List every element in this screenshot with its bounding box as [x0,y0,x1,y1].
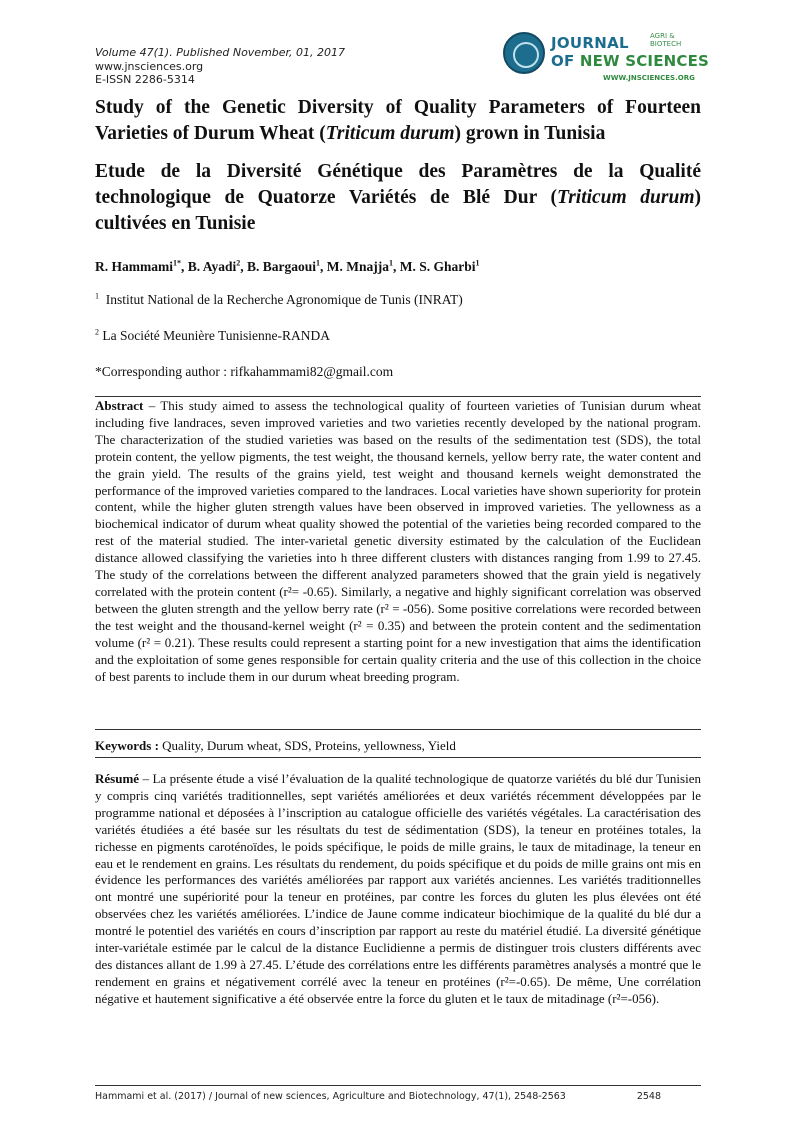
keywords-top-rule [95,729,701,730]
author-sup: 1 [475,258,480,268]
author-list: R. Hammami$^{1*}$, B. Ayadi$^2$, B. Bargaoui$^1$, M. Mnajja$^1$, M. S. Gharbi$^1$ [95,258,480,274]
keywords-bottom-rule [95,757,701,758]
footer-citation: Hammami et al. (2017) / Journal of new sciences, Agriculture and Biotechnology, 47(1), 2548-2563 [95,1091,566,1102]
title-fr-species: Triticum durum [557,187,695,208]
author-name: M. Mnajja [326,259,390,274]
title-en-part1: Study of the Genetic Diversity of Quality Parameters of Fourteen Varieties of Durum Wheat ( [95,97,701,144]
resume-text: – La présente étude a visé l’évaluation de la qualité technologique de quatorze variétés du blé dur Tunisien y compris cinq variétés traditionnelles, sept variétés améliorées et deux variétés récemment développées par le programme national et déposées à l’inscription au catalogue officielle des variétés végétales. La caractérisation des variétés étudiées a été basée sur les résultats du test de sédimentation (SDS), la teneur en protéines totales, la richesse en pigments caroténoïdes, le poids spécifique, le poids de mille grains, le taux de mitadinage, la teneur en eau et le rendement en grains. Les résultats du rendement, du poids spécifique et du poids de mille grains ont mis en évidence les performances des variétés améliorées par rapport aux variétés anciennes. Les variétés traditionnelles ont montré une supériorité pour la teneur en protéines, par contre les forces du gluten les plus élevées ont été observées chez les variétés améliorées. L’indice de Jaune comme indicateur biochimique de la qualité du blé dur a montré le potentiel des variétés en cours d’inscription par rapport au reste du matériel étudié. La diversité génétique inter-variétale estimée par le calcul de la distance Euclidienne a permis de distinguer trois clusters différents avec des distances allant de 1.99 à 27.45. L’étude des corrélations entre les différents paramètres analysés a montré que le rendement en grains et négativement corrélé avec la teneur en protéines (r²=-0.65). De même, Une corrélation négative et hautement significative a été observée entre la force du gluten et le taux de mitadinage (r²=-056). [95,771,701,1006]
logo-journal-word: JOURNAL [551,34,629,52]
abstract-paragraph [95,398,701,685]
keywords-text: Quality, Durum wheat, SDS, Proteins, yellowness, Yield [158,738,456,753]
issn-line: E-ISSN 2286-5314 [95,73,195,86]
author-name: M. S. Gharbi [399,259,476,274]
abstract-label: Abstract [95,398,144,413]
keywords-line [95,738,701,755]
affiliation-text: La Société Meunière Tunisienne-RANDA [102,328,330,343]
author-sup: 2 [236,258,241,268]
logo-new-sciences [551,52,709,70]
author-sup: 1* [173,258,181,268]
corresponding-author: *Corresponding author : rifkahammami82@gmail.com [95,364,394,379]
resume-paragraph [95,771,701,1008]
logo-agri-biotech-tag: AGRI & BIOTECH [650,32,682,48]
journal-meta [95,46,345,87]
title-english [95,95,701,147]
affiliation-2 [95,328,330,344]
author-name: R. Hammami [95,259,173,274]
journal-logo [503,32,710,88]
affiliation-sup: 2 [95,327,99,337]
page-footer [95,1091,701,1102]
author-name: B. Ayadi [187,259,237,274]
title-fr-part2: ) cultivées en Tunisie [95,187,701,234]
author-name: B. Bargaoui [247,259,317,274]
abstract-text: – This study aimed to assess the technological quality of fourteen varieties of Tunisian durum wheat including five landraces, seven improved varieties and two varieties recently developed by the national program. The characterization of the studied varieties was based on the results of the sedimentation test (SDS), the total protein content, the yellow pigments, the test weight, the thousand kernels, yellow berry rate, the water content and the grain yield. The results of the grains yield, test weight and thousand kernels weight demonstrated the performance of the improved varieties compared to the landraces. Local varieties have shown superiority for protein content, while the higher gluten strength values have been observed in improved varieties. The yellowness as a biochemical indicator of durum wheat quality showed the potential of the varieties being recorded compared to the rest of the material studied. The inter-varietal genetic diversity estimated by the calculation of the Euclidean distance allowed classifying the varieties into h three different clusters with distances ranging from 1.99 to 27.45. The study of the correlations between the different analyzed parameters showed that the grain yield is negatively correlated with the protein content (r²= -0.65). Similarly, a negative and highly significant correlation was observed between the gluten strength and the yellow berry rate (r² = -056). Some positive correlations were recorded between the test weight and the thousand-kernel weight (r² = 0.35) and between the protein content and the sedimentation volume (r² = 0.21). These results could represent a starting point for a new investigation that aims the identification and the exploitation of some genes responsible for certain quality criteria and the use of this collection in the choice of best parents to include them in our durum wheat breeding program. [95,398,701,684]
page-number: 2548 [636,1091,661,1102]
author-sup: 1 [316,258,321,268]
keywords-label: Keywords : [95,738,159,753]
abstract-top-rule [95,396,701,397]
journal-seal-icon [503,32,545,74]
title-en-species: Triticum durum [325,123,455,144]
affiliation-1 [95,292,463,308]
logo-new-sciences-word: NEW SCIENCES [579,52,710,70]
logo-url: WWW.JNSCIENCES.ORG [603,74,695,82]
logo-of-word: OF [551,52,580,70]
resume-label: Résumé [95,771,140,786]
affiliation-text: Institut National de la Recherche Agronomique de Tunis (INRAT) [105,292,463,307]
title-fr-part1: Etude de la Diversité Génétique des Paramètres de la Qualité technologique de Quatorze Variétés de Blé Dur ( [95,161,701,208]
footer-rule [95,1085,701,1086]
title-en-part2: ) grown in Tunisia [454,123,606,144]
title-french [95,159,701,237]
author-sup: 1 [389,258,394,268]
website-link[interactable]: www.jnsciences.org [95,59,204,73]
affiliation-sup: 1 [95,291,99,301]
volume-line: Volume 47(1). Published November, 01, 2017 [95,46,346,59]
